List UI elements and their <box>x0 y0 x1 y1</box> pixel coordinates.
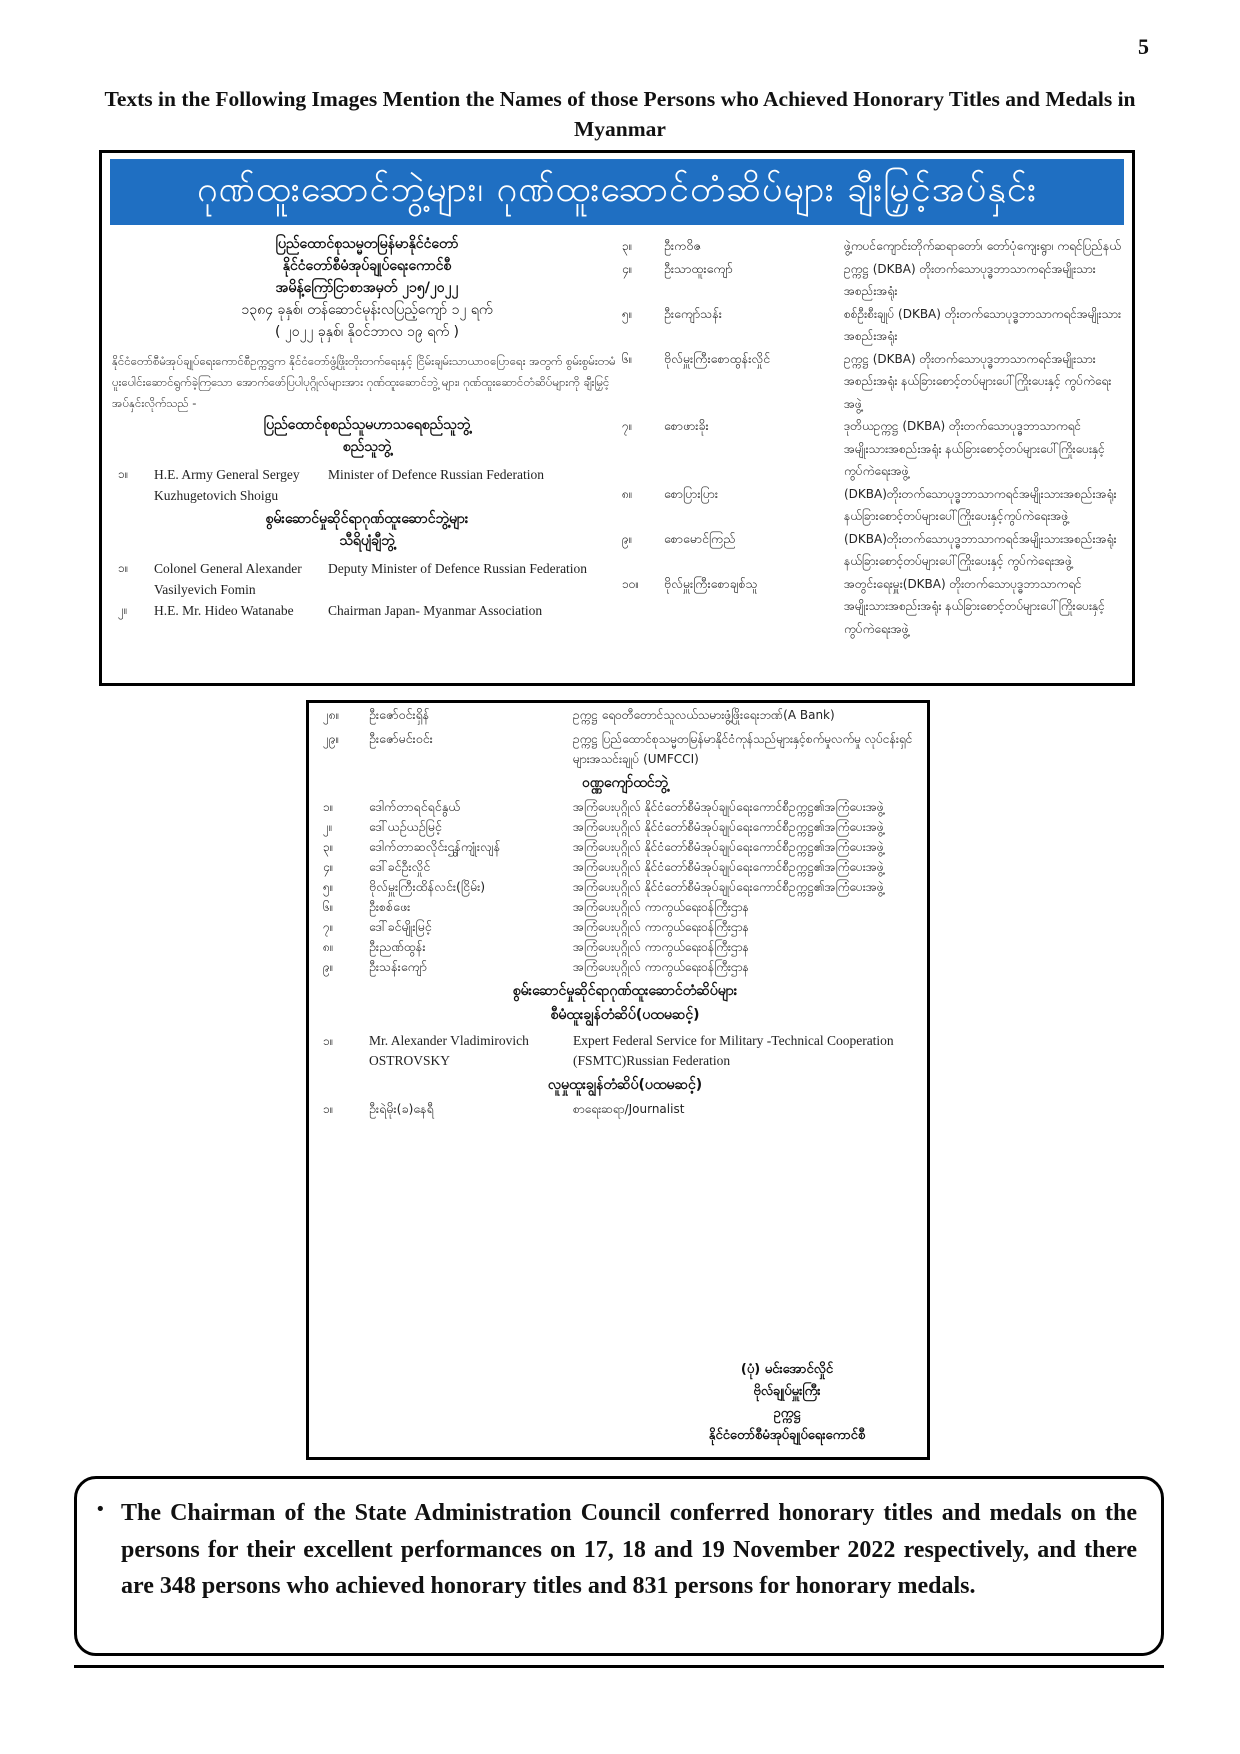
entry-name: ဒေါ်ယဉ်ယဉ်မြင့် <box>369 819 442 834</box>
entry-name: Mr. Alexander Vladimirovich OSTROVSKY <box>369 1033 529 1068</box>
entry-name: ဗိုလ်မှူးကြီးထိန်လင်း(ငြိမ်း) <box>369 879 486 894</box>
section-title <box>112 508 622 552</box>
entry-name: ဦးသာထူးကျော် <box>664 260 733 276</box>
list-item <box>323 897 927 917</box>
list-item <box>112 464 622 506</box>
signature-line: ဗိုလ်ချုပ်မှူးကြီး <box>753 1384 821 1399</box>
entry-name: ဒေါ်ခင်ဦးလှိုင် <box>369 859 431 874</box>
section-title: ဝဏ္ဏကျော်ထင်ဘွဲ့ <box>581 775 669 791</box>
entry-description: (DKBA)တိုးတက်သောပုဒ္ဓဘာသာကရင်အမျိုးသားအစည်းအရုံး နယ်ခြားစောင့်တပ်များပေါ်ကြိုးပေးနှင့် ကွပ်ကဲရေးအဖွဲ့ <box>844 531 1117 568</box>
list-item <box>323 857 927 877</box>
entry-number: ၂၈။ <box>323 708 340 722</box>
list-item <box>323 817 927 837</box>
entry-description: ဥက္ကဋ္ဌ ရေဝတီတောင်သူလယ်သမားဖွံ့ဖြိုးရေးဘဏ်(A Bank) <box>573 708 835 722</box>
entry-name: ဗိုလ်မှူးကြီးစောထွန်းလှိုင် <box>664 350 771 366</box>
notice-header-line: နိုင်ငံတော်စီမံအုပ်ချုပ်ရေးကောင်စီ <box>282 258 452 274</box>
entry-number: ၁။ <box>118 561 129 575</box>
notice-header-line: ၁၃၈၄ ခုနှစ်၊ တန်ဆောင်မုန်းလပြည့်ကျော် ၁၂ ရက် <box>241 302 493 318</box>
signature-line: (ပုံ) မင်းအောင်လှိုင် <box>740 1362 834 1377</box>
entry-description: အကြံပေးပုဂ္ဂိုလ် နိုင်ငံတော်စီမံအုပ်ချုပ်ရေးကောင်စီဥက္ကဋ္ဌ၏အကြံပေးအဖွဲ့ <box>573 800 884 814</box>
entry-number: ၆။ <box>323 900 334 914</box>
entry-description: အကြံပေးပုဂ္ဂိုလ် နိုင်ငံတော်စီမံအုပ်ချုပ်ရေးကောင်စီဥက္ကဋ္ဌ၏အကြံပေးအဖွဲ့ <box>573 880 884 894</box>
section-title-line: ပြည်ထောင်စုစည်သူမဟာသရေစည်သူဘွဲ့ <box>263 417 471 433</box>
list-item <box>323 937 927 957</box>
entry-number: ၈။ <box>622 486 633 501</box>
entry-number: ၂။ <box>118 603 128 617</box>
entry-name: ဒေါက်တာရင်ရင်နွယ် <box>369 799 461 814</box>
entry-name: ဦးကဝိဇ <box>664 238 701 253</box>
entry-description: ဥက္ကဋ္ဌ (DKBA) တိုးတက်သောပုဒ္ဓဘာသာကရင်အမျိုးသားအစည်းအရုံး နယ်ခြားစောင့်တပ်များပေါ်ကြိုးပေးနှင့် ကွပ်ကဲရေးအဖွဲ့ <box>844 351 1112 411</box>
entry-number: ၂၉။ <box>323 732 340 746</box>
list-item <box>622 483 1122 528</box>
summary-text: The Chairman of the State Administration Council conferred honorary titles and medals on the persons for their excellent performances on 17, 18 and 19 November 2022 respectively, and there are 348 persons who achieved honorary titles and 831 persons for honorary medals. <box>121 1500 1137 1599</box>
notice-image-bottom <box>306 700 930 1460</box>
list-item <box>323 705 927 725</box>
list-item <box>622 415 1122 483</box>
list-item <box>622 573 1122 641</box>
entry-description: အကြံပေးပုဂ္ဂိုလ် နိုင်ငံတော်စီမံအုပ်ချုပ်ရေးကောင်စီဥက္ကဋ္ဌ၏အကြံပေးအဖွဲ့ <box>573 860 884 874</box>
list-item <box>112 558 622 600</box>
list-item <box>323 1099 927 1119</box>
bullet-icon: • <box>95 1499 106 1520</box>
entry-description: ဥက္ကဋ္ဌ (DKBA) တိုးတက်သောပုဒ္ဓဘာသာကရင်အမျိုးသားအစည်းအရုံး <box>844 261 1096 298</box>
entry-name: ဦးသန်းကျော် <box>369 959 427 974</box>
entry-description: ဖွဲ့ကပင်ကျောင်းတိုက်ဆရာတော်၊ တော်ပုံကျေးရွာ၊ ကရင်ပြည်နယ် <box>844 239 1121 253</box>
entry-number: ၃။ <box>622 239 633 253</box>
notice-preamble: နိုင်ငံတော်စီမံအုပ်ချုပ်ရေးကောင်စီဥက္ကဋ္ဌက နိုင်ငံတော်ဖွံ့ဖြိုးတိုးတက်ရေးနှင့် ငြိမ်းချမ်းသာယာဝပြောရေး အတွက် စွမ်းစွမ်းတမံပူးပေါင်းဆောင်ရွက်ခဲ့ကြသော အောက်ဖော်ပြပါပုဂ္ဂိုလ်များအား ဂုဏ်ထူးဆောင်ဘွဲ့ များ၊ ဂုဏ်ထူးဆောင်တံဆိပ်များကို ချီးမြှင့်အပ်နှင်းလိုက်သည် - <box>112 354 616 410</box>
entry-number: ၄။ <box>323 860 334 874</box>
entry-number: ၁၀။ <box>622 576 640 591</box>
list-item <box>323 837 927 857</box>
entry-name: H.E. Army General Sergey Kuzhugetovich Shoigu <box>154 467 300 503</box>
entry-position: Minister of Defence Russian Federation <box>328 467 544 482</box>
entry-name: ဒေါက်တာဆလိုင်းဌွန်ကျုံးလျန် <box>369 839 501 854</box>
entry-number: ၇။ <box>323 920 334 934</box>
entry-description: ဒုတိယဥက္ကဋ္ဌ (DKBA) တိုးတက်သောပုဒ္ဓဘာသာကရင်အမျိုးသားအစည်းအရုံး နယ်ခြားစောင့်တပ်များပေါ်ကြိုးပေးနှင့် ကွပ်ကဲရေးအဖွဲ့ <box>844 419 1105 478</box>
entry-name: H.E. Mr. Hideo Watanabe <box>154 603 294 618</box>
notice-header-line: ပြည်ထောင်စုသမ္မတမြန်မာနိုင်ငံတော် <box>275 236 459 252</box>
entry-name: ဗိုလ်မှူးကြီးစောချစ်သူ <box>664 575 758 591</box>
entry-description: အကြံပေးပုဂ္ဂိုလ် နိုင်ငံတော်စီမံအုပ်ချုပ်ရေးကောင်စီဥက္ကဋ္ဌ၏အကြံပေးအဖွဲ့ <box>573 820 884 834</box>
entry-number: ၁။ <box>323 1034 334 1048</box>
list-item <box>622 303 1122 348</box>
entry-number: ၅။ <box>323 880 334 894</box>
entry-name: ဦးဇော်မင်းဝင်း <box>369 731 433 746</box>
entry-number: ၈။ <box>323 940 334 954</box>
list-item <box>323 1031 927 1071</box>
entry-description: (DKBA)တိုးတက်သောပုဒ္ဓဘာသာကရင်အမျိုးသားအစည်းအရုံး နယ်ခြားစောင့်တပ်များပေါ်ကြိုးပေးနှင့်ကွပ်ကဲရေးအဖွဲ့ <box>844 486 1117 523</box>
entry-description: စစ်ဦးစီးချုပ် (DKBA) တိုးတက်သောပုဒ္ဓဘာသာကရင်အမျိုးသားအစည်းအရုံး <box>844 306 1122 343</box>
section-title-line: စွမ်းဆောင်မှုဆိုင်ရာဂုဏ်ထူးဆောင်ဘွဲ့များ <box>265 511 469 527</box>
entry-name: ဦးရဲမိုး(ခ)နေရီ <box>369 1101 434 1116</box>
section-title <box>112 414 622 458</box>
entry-description: Expert Federal Service for Military -Technical Cooperation (FSMTC)Russian Federation <box>573 1033 894 1068</box>
list-item <box>622 258 1122 303</box>
entry-description: အကြံပေးပုဂ္ဂိုလ် ကာကွယ်ရေးဝန်ကြီးဌာန <box>573 920 749 934</box>
entry-description: အကြံပေးပုဂ္ဂိုလ် ကာကွယ်ရေးဝန်ကြီးဌာန <box>573 900 749 914</box>
entry-number: ၂။ <box>323 820 333 834</box>
entry-name: Colonel General Alexander Vasilyevich Fomin <box>154 561 302 597</box>
entry-number: ၇။ <box>622 419 633 433</box>
entry-name: ဦးညဏ်ထွန်း <box>369 939 426 954</box>
notice-header-line: အမိန့်ကြော်ငြာစာအမှတ် ၂၁၅/၂၀၂၂ <box>275 280 459 296</box>
entry-description: အတွင်းရေးမှူး(DKBA) တိုးတက်သောပုဒ္ဓဘာသာကရင်အမျိုးသားအစည်းအရုံး နယ်ခြားစောင့်တပ်များပေါ်ကြိုးပေးနှင့်ကွပ်ကဲရေးအဖွဲ့ <box>844 576 1105 636</box>
entry-number: ၆။ <box>622 351 633 366</box>
entry-number: ၉။ <box>323 960 334 974</box>
entry-name: စောပြားပြား <box>664 485 719 501</box>
notice-header <box>112 233 622 343</box>
entry-number: ၄။ <box>622 261 633 276</box>
list-item <box>323 957 927 977</box>
summary-box <box>74 1476 1164 1656</box>
page-number: 5 <box>1138 34 1149 59</box>
entry-number: ၃။ <box>323 840 334 854</box>
notice-right-column <box>622 235 1122 640</box>
list-item <box>323 917 927 937</box>
entry-name: စောမောင်ကြည် <box>664 530 736 546</box>
notice-left-column <box>112 233 622 621</box>
entry-name: ဦးစစ်ဖေး <box>369 899 411 914</box>
section-title-line: စည်သူဘွဲ့ <box>342 439 392 455</box>
signature-line: နိုင်ငံတော်စီမံအုပ်ချုပ်ရေးကောင်စီ <box>708 1428 866 1443</box>
notice-header-line: ( ၂၀၂၂ ခုနှစ်၊ နိုဝင်ဘာလ ၁၉ ရက် ) <box>274 324 460 340</box>
entry-description: အကြံပေးပုဂ္ဂိုလ် နိုင်ငံတော်စီမံအုပ်ချုပ်ရေးကောင်စီဥက္ကဋ္ဌ၏အကြံပေးအဖွဲ့ <box>573 840 884 854</box>
bottom-divider <box>74 1665 1164 1668</box>
entry-name: ဦးကျော်သန်း <box>664 305 722 321</box>
section-title-line: စီမံထူးချွန်တံဆိပ်(ပထမဆင့်) <box>550 1007 700 1023</box>
entry-name: စောဖားခိုး <box>664 418 709 433</box>
signature-block <box>667 1359 907 1447</box>
entry-number: ၉။ <box>622 531 633 546</box>
entry-position: Chairman Japan- Myanmar Association <box>328 603 543 618</box>
entry-name: ဦးဇော်ဝင်းရှိန် <box>369 707 430 722</box>
entry-number: ၁။ <box>323 1102 334 1116</box>
section-title-line: စွမ်းဆောင်မှုဆိုင်ရာဂုဏ်ထူးဆောင်တံဆိပ်များ <box>512 983 738 999</box>
section-title-line: သီရိပျံချီဘွဲ့ <box>339 533 395 549</box>
entry-name: ဒေါ်ခင်မျိုးမြင့် <box>369 919 432 934</box>
list-item <box>622 528 1122 573</box>
list-item <box>112 600 622 621</box>
entry-number: ၁။ <box>118 467 129 481</box>
signature-line: ဥက္ကဋ္ဌ <box>773 1406 801 1421</box>
entry-description: ဥက္ကဋ္ဌ ပြည်ထောင်စုသမ္မတမြန်မာနိုင်ငံကုန်သည်များနှင့်စက်မှုလက်မှု လုပ်ငန်းရှင်များအသင်းချုပ် (UMFCCI) <box>573 732 913 766</box>
list-item <box>622 348 1122 416</box>
section-title: လူမှုထူးချွန်တံဆိပ်(ပထမဆင့်) <box>547 1077 703 1093</box>
list-item <box>323 797 927 817</box>
entry-description: အကြံပေးပုဂ္ဂိုလ် ကာကွယ်ရေးဝန်ကြီးဌာန <box>573 940 749 954</box>
entry-description: အကြံပေးပုဂ္ဂိုလ် ကာကွယ်ရေးဝန်ကြီးဌာန <box>573 960 749 974</box>
entry-description: စာရေးဆရာ/Journalist <box>573 1102 685 1116</box>
notice-image-top <box>99 150 1135 686</box>
list-item <box>622 235 1122 258</box>
list-item <box>323 877 927 897</box>
list-item <box>323 729 927 769</box>
notice-banner: ဂုဏ်ထူးဆောင်ဘွဲ့များ၊ ဂုဏ်ထူးဆောင်တံဆိပ်များ ချီးမြှင့်အပ်နှင်း <box>110 159 1124 225</box>
section-title <box>323 979 927 1027</box>
entry-number: ၅။ <box>622 306 633 321</box>
page-heading: Texts in the Following Images Mention the Names of those Persons who Achieved Honorary Titles and Medals in Myanmar <box>104 87 1136 141</box>
entry-position: Deputy Minister of Defence Russian Federation <box>328 561 588 576</box>
entry-number: ၁။ <box>323 800 334 814</box>
